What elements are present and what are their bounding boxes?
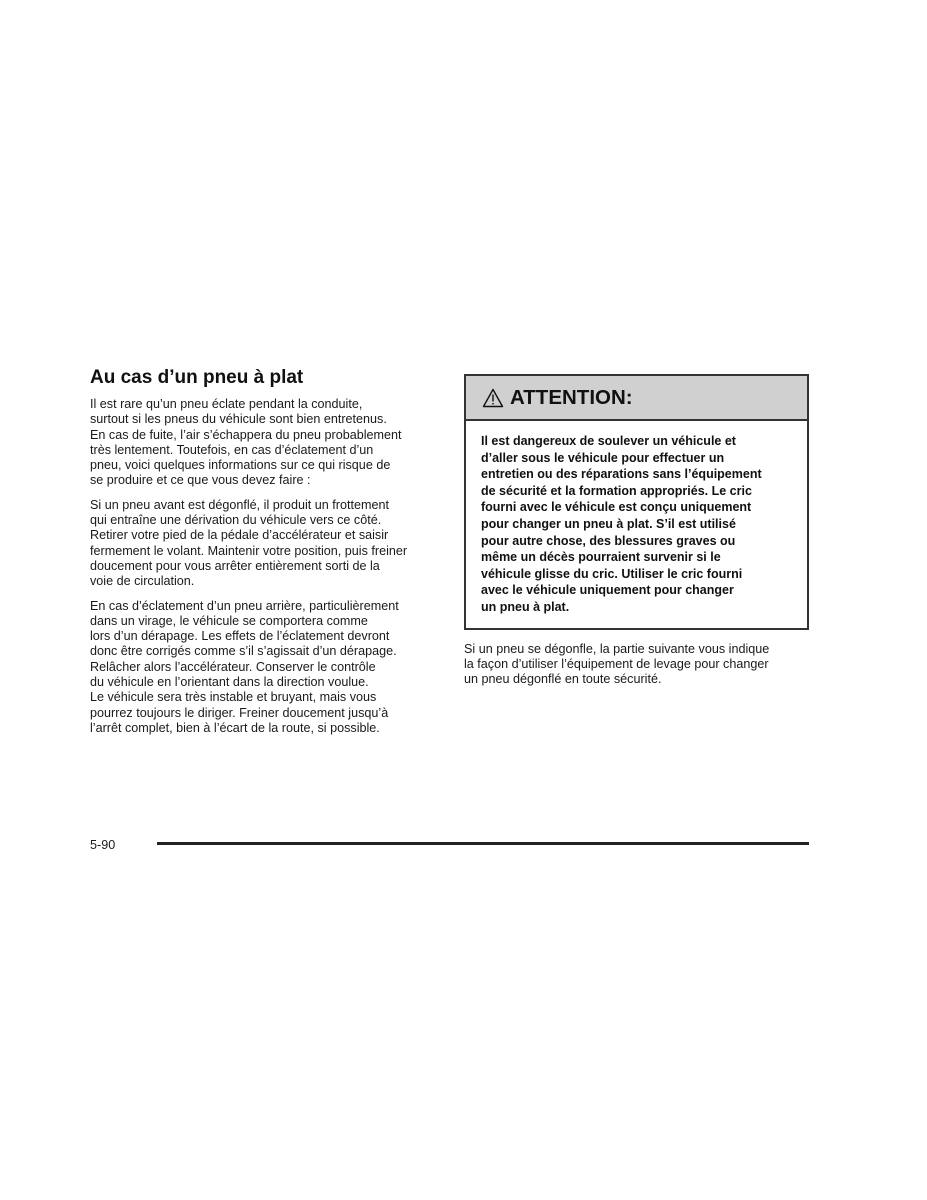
paragraph-front-tire: Si un pneu avant est dégonflé, il produit un frottement qui entraîne une dérivation du véhicule vers ce côté. Retirer votre pied de la pédale d’accélérateur et saisir fermement le volant. Maintenir votre position, puis freiner doucement pour vous arrêter entièrement sorti de la voie de circulation. — [90, 497, 408, 589]
paragraph-jack-intro: Si un pneu se dégonfle, la partie suivante vous indique la façon d’utiliser l’équipement de levage pour changer un pneu dégonflé en toute sécurité. — [464, 641, 770, 687]
warning-triangle-icon — [482, 388, 504, 408]
attention-title: ATTENTION: — [510, 385, 633, 409]
page-number: 5-90 — [90, 838, 116, 852]
paragraph-intro: Il est rare qu’un pneu éclate pendant la conduite, surtout si les pneus du véhicule sont bien entretenus. En cas de fuite, l’air s’échappera du pneu probablement très lentement. Toutefois, en cas d’éclatement d’un pneu, voici quelques informations sur ce qui risque de se produire et ce que vous devez faire : — [90, 397, 402, 488]
paragraph-rear-tire: En cas d’éclatement d’un pneu arrière, particulièrement dans un virage, le véhicule se comportera comme lors d’un dérapage. Les effets de l’éclatement devront donc être corrigés comme s’il s’agissait d’un dérapage. Relâcher alors l’accélérateur. Conserver le contrôle du véhicule en l’orientant dans la direction voulue. Le véhicule sera très instable et bruyant, mais vous pourrez toujours le diriger. Freiner doucement jusqu’à l’arrêt complet, bien à l’écart de la route, si possible. — [90, 598, 399, 735]
section-title: Au cas d’un pneu à plat — [90, 367, 304, 388]
attention-header — [466, 376, 807, 421]
left-column — [90, 366, 450, 745]
right-column — [464, 374, 809, 700]
attention-box — [464, 374, 809, 630]
attention-body: Il est dangereux de soulever un véhicule et d’aller sous le véhicule pour effectuer un entretien ou des réparations sans l’équipement de sécurité et la formation appropriés. Le cric fourni avec le véhicule est conçu uniquement pour changer un pneu à plat. S’il est utilisé pour autre chose, des blessures graves ou même un décès pourraient survenir si le véhicule glisse du cric. Utiliser le cric fourni avec le véhicule uniquement pour changer un pneu à plat. — [481, 434, 762, 614]
footer-rule — [157, 842, 809, 845]
